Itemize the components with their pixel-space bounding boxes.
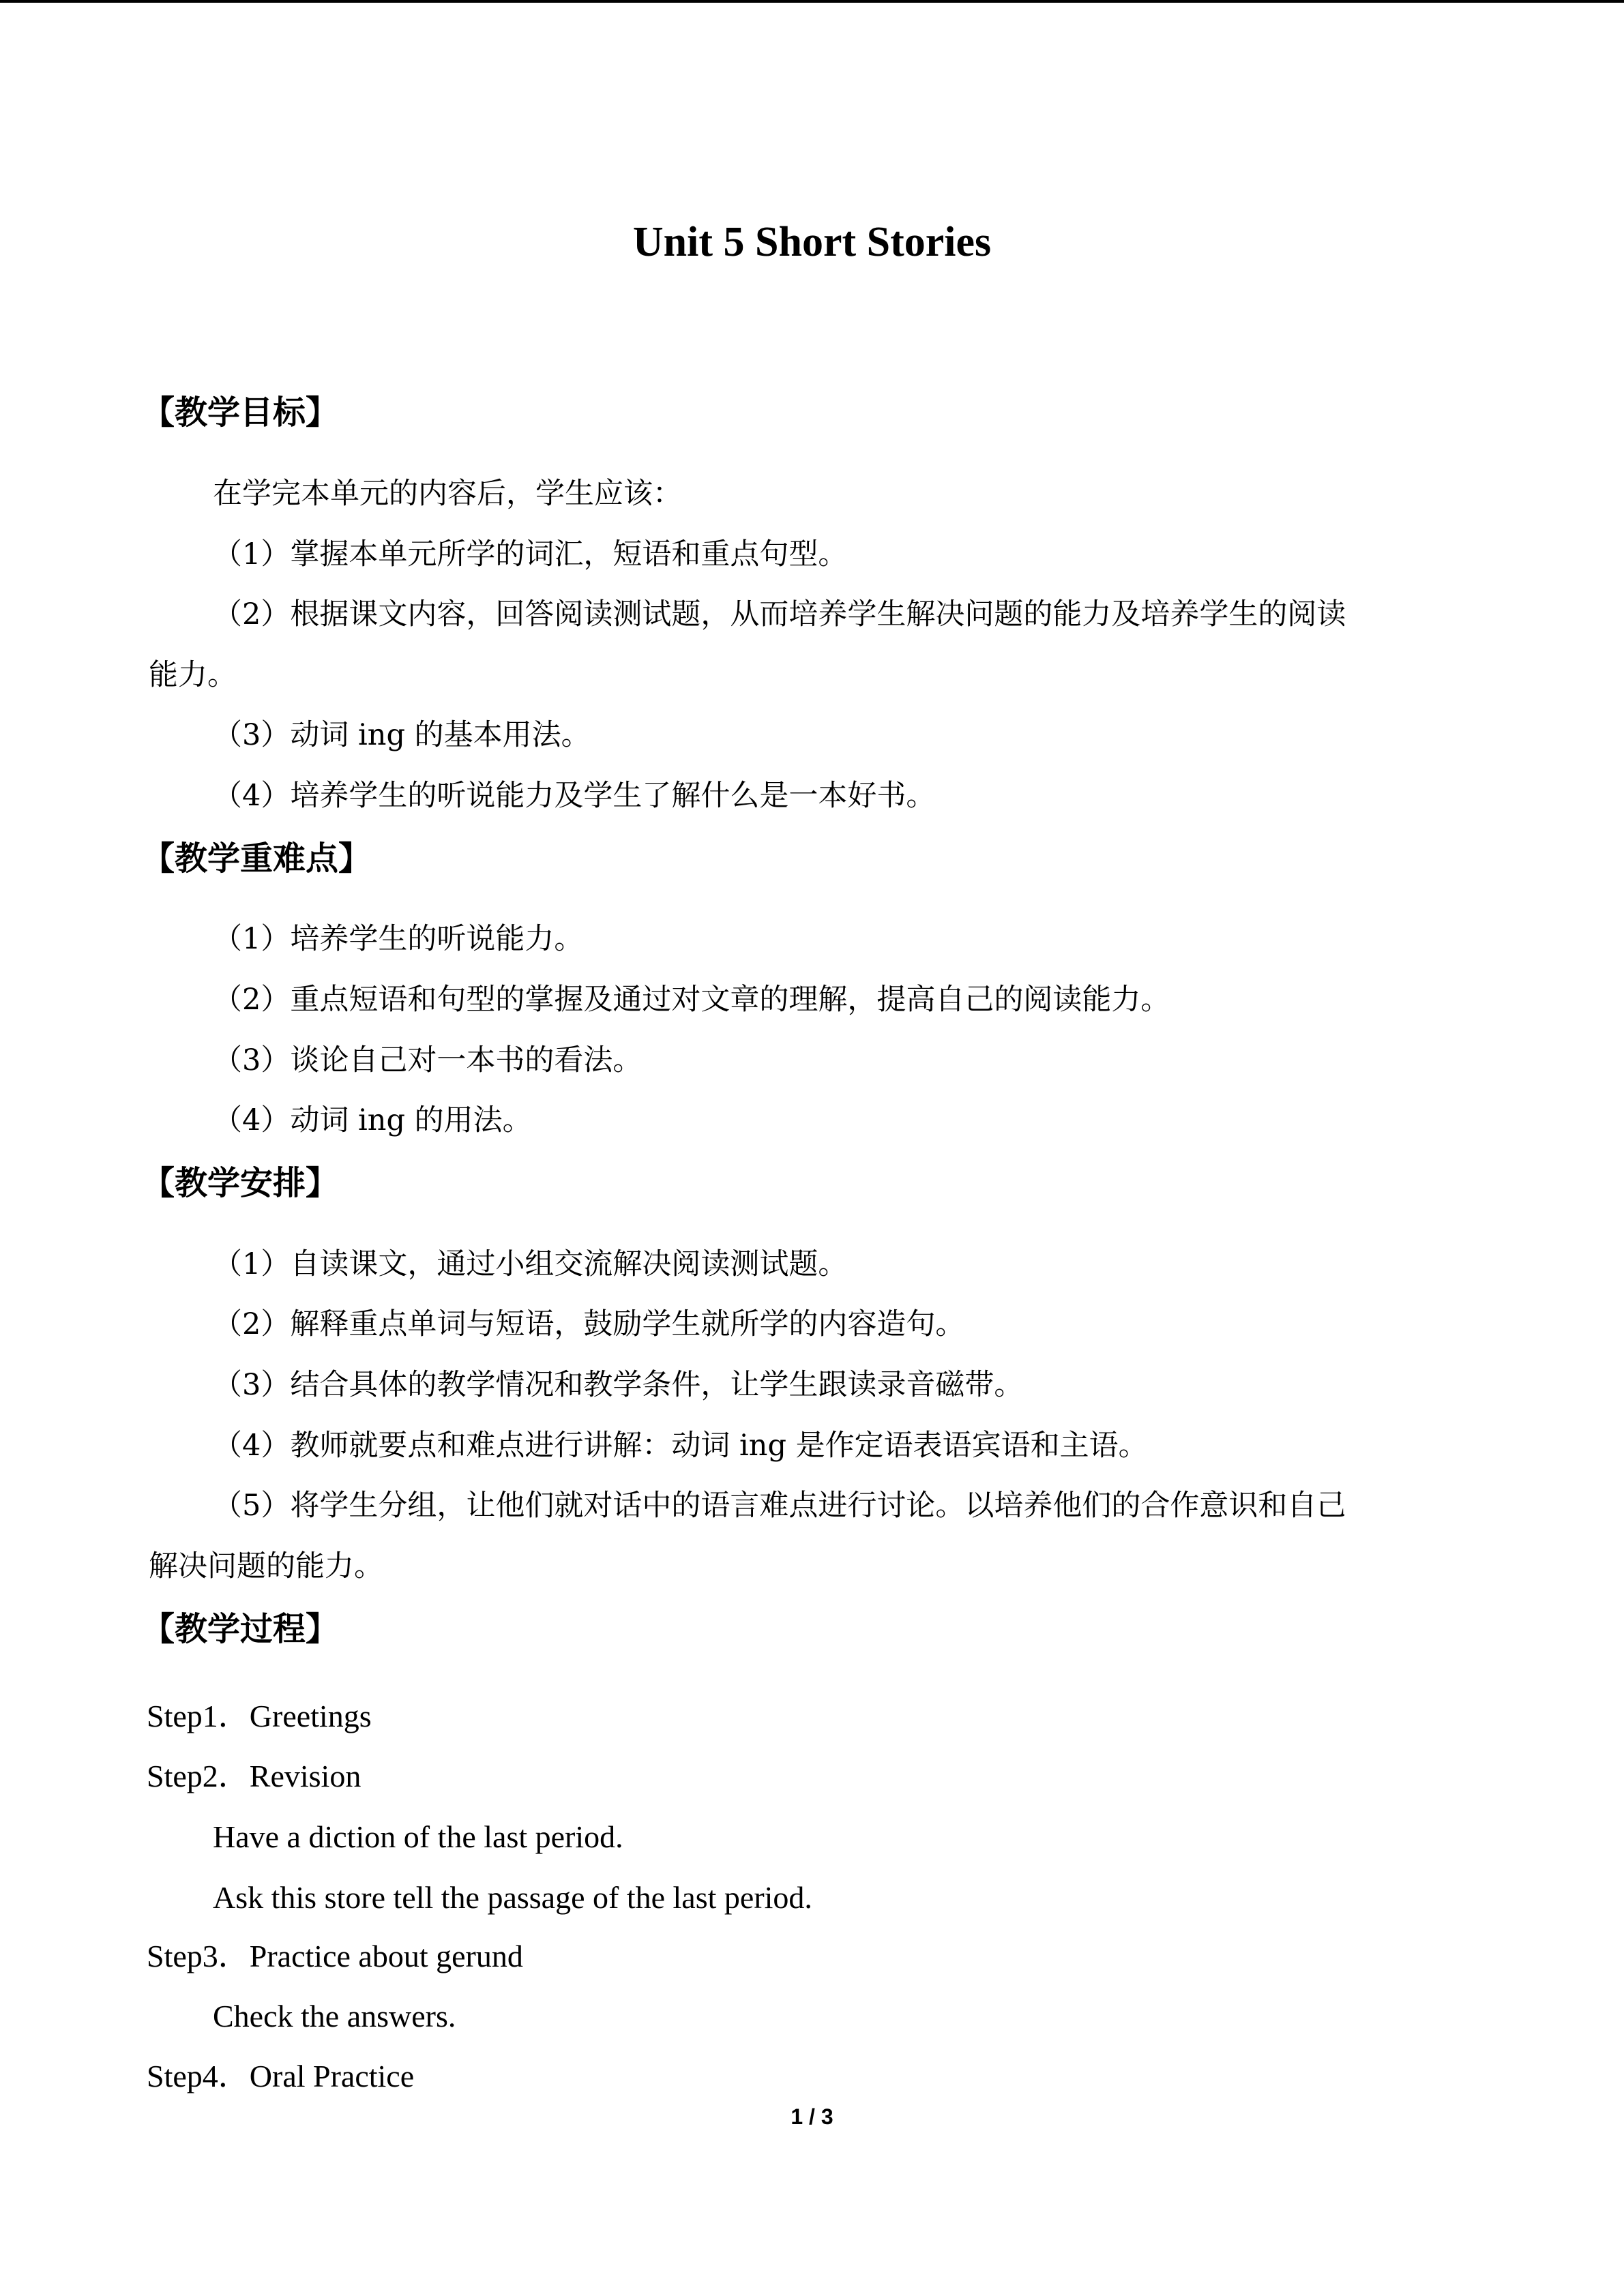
document-title: Unit 5 Short Stories	[632, 219, 992, 265]
objectives-item-2: （2）根据课文内容，回答阅读测试题，从而培养学生解决问题的能力及培养学生的阅读	[213, 597, 1346, 631]
arrangement-item-1: （1）自读课文，通过小组交流解决阅读测试题。	[213, 1247, 848, 1281]
key-points-item-4: （4）动词 ing 的用法。	[213, 1103, 532, 1137]
step-3-practice-gerund: Step3．Practice about gerund	[147, 1939, 523, 1973]
arrangement-item-5: （5）将学生分组，让他们就对话中的语言难点进行讨论。以培养他们的合作意识和自己	[213, 1489, 1346, 1523]
step-2-revision: Step2．Revision	[147, 1759, 361, 1793]
heading-teaching-objectives: 【教学目标】	[142, 393, 339, 432]
heading-teaching-process: 【教学过程】	[142, 1610, 339, 1648]
objectives-item-4: （4）培养学生的听说能力及学生了解什么是一本好书。	[213, 779, 936, 813]
revision-detail-1: Have a diction of the last period.	[213, 1819, 623, 1854]
arrangement-item-3: （3）结合具体的教学情况和教学条件，让学生跟读录音磁带。	[213, 1368, 1024, 1402]
arrangement-item-2: （2）解释重点单词与短语，鼓励学生就所学的内容造句。	[213, 1307, 965, 1341]
step-4-oral-practice: Step4．Oral Practice	[147, 2059, 415, 2093]
step-1-greetings: Step1．Greetings	[147, 1699, 372, 1733]
key-points-item-3: （3）谈论自己对一本书的看法。	[213, 1043, 643, 1077]
objectives-item-1: （1）掌握本单元所学的词汇，短语和重点句型。	[213, 537, 848, 571]
key-points-item-2: （2）重点短语和句型的掌握及通过对文章的理解，提高自己的阅读能力。	[213, 983, 1170, 1017]
arrangement-item-4: （4）教师就要点和难点进行讲解：动词 ing 是作定语表语宾语和主语。	[213, 1429, 1148, 1463]
objectives-item-2-continuation: 能力。	[149, 658, 237, 692]
practice-detail: Check the answers.	[213, 1999, 456, 2033]
page-number: 1 / 3	[791, 2104, 833, 2129]
page-top-border	[0, 0, 1624, 3]
heading-key-difficult-points: 【教学重难点】	[142, 839, 372, 878]
heading-teaching-arrangement: 【教学安排】	[142, 1164, 339, 1202]
revision-detail-2: Ask this store tell the passage of the last period.	[213, 1880, 812, 1915]
objectives-item-3: （3）动词 ing 的基本用法。	[213, 718, 591, 752]
objectives-intro: 在学完本单元的内容后，学生应该：	[213, 477, 682, 511]
key-points-item-1: （1）培养学生的听说能力。	[213, 922, 584, 956]
arrangement-item-5-continuation: 解决问题的能力。	[149, 1549, 383, 1583]
